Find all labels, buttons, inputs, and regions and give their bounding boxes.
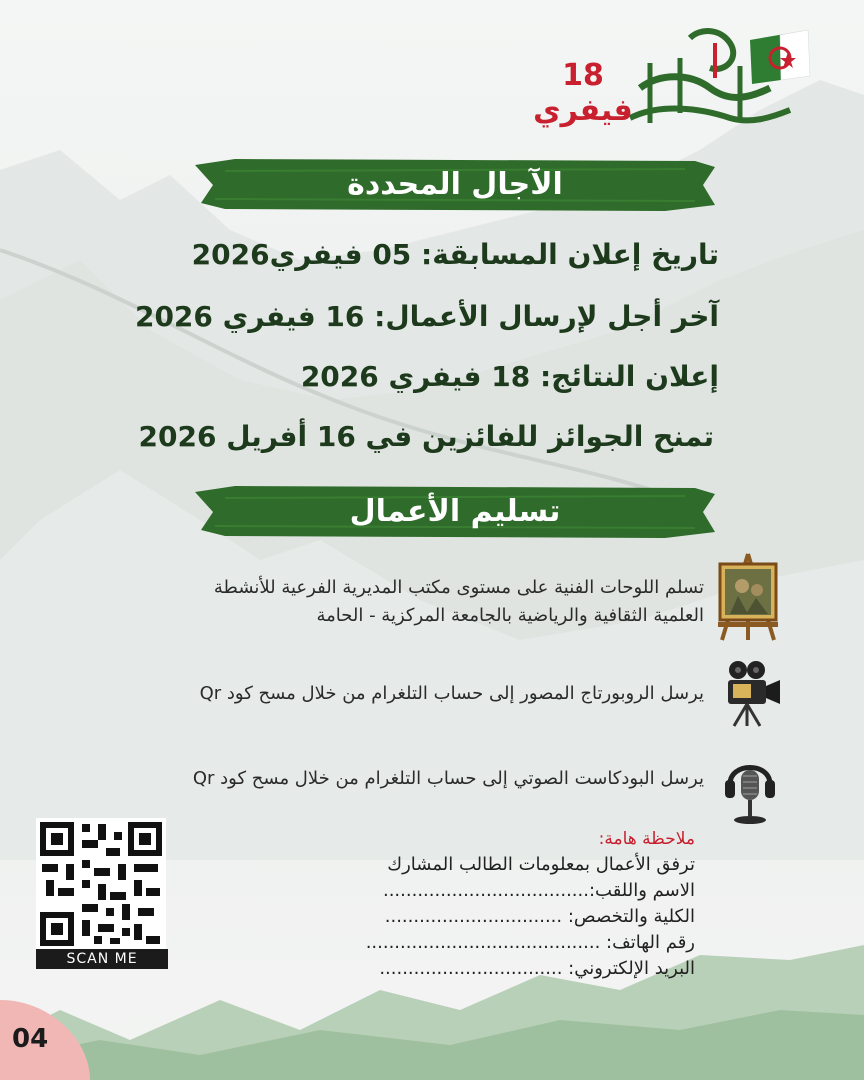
list-item <box>100 574 704 630</box>
item-line: تسلم اللوحات الفنية على مستوى مكتب المديرية الفرعية للأنشطة <box>213 577 704 598</box>
date-badge: 18 فيفري <box>533 58 633 128</box>
deadline-awards: تمنح الجوائز للفائزين في 16 أفريل 2026 <box>138 420 714 453</box>
note-line: رقم الهاتف: ......................................... <box>365 932 695 953</box>
item-line: العلمية الثقافية والرياضية بالجامعة المركزية - الحامة <box>316 605 704 626</box>
list-item <box>100 765 704 793</box>
deadline-announcement: تاريخ إعلان المسابقة: 05 فيفري2026 <box>191 238 719 271</box>
microphone-headphones-icon <box>722 752 778 826</box>
video-camera-icon <box>722 660 782 728</box>
note-line: الكلية والتخصص: ............................... <box>384 906 695 927</box>
item-line: يرسل الروبورتاج المصور إلى حساب التلغرام من خلال مسح كود Qr <box>199 683 704 704</box>
section-banner-deadlines <box>195 157 715 213</box>
item-line: يرسل البودكاست الصوتي إلى حساب التلغرام من خلال مسح كود Qr <box>192 768 704 789</box>
list-item <box>100 680 704 708</box>
algerian-flag-icon <box>750 30 810 84</box>
note-line: البريد الإلكتروني: ................................ <box>379 958 695 979</box>
deadline-submission: آخر أجل لإرسال الأعمال: 16 فيفري 2026 <box>134 300 719 333</box>
scan-me-label: SCAN ME <box>36 949 168 969</box>
section-title: تسليم الأعمال <box>349 494 561 529</box>
note-title: ملاحظة هامة: <box>598 829 695 849</box>
section-title: الآجال المحددة <box>347 167 563 202</box>
deadline-results: إعلان النتائج: 18 فيفري 2026 <box>300 360 719 393</box>
note-line: الاسم واللقب:.................................... <box>382 880 695 901</box>
note-line: ترفق الأعمال بمعلومات الطالب المشارك <box>387 854 695 875</box>
painting-easel-icon <box>712 552 784 642</box>
important-note <box>250 826 695 982</box>
page-number-badge <box>0 1000 90 1080</box>
qr-code[interactable] <box>36 818 166 950</box>
page-number: 04 <box>12 1024 49 1054</box>
section-banner-submission <box>195 484 715 540</box>
